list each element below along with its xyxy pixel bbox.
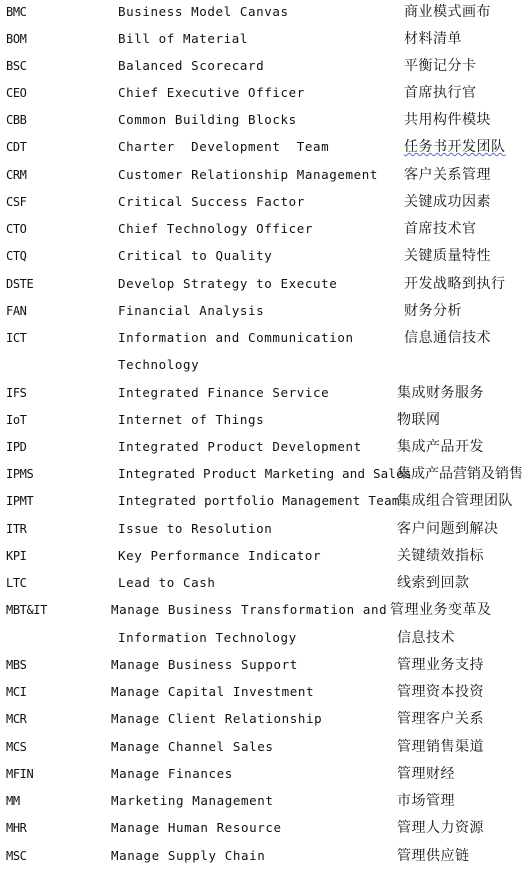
table-row xyxy=(0,163,530,190)
chinese-term: 关键成功因素 xyxy=(404,194,491,210)
english-term: Integrated portfolio Management Team xyxy=(118,493,400,508)
table-row xyxy=(0,81,530,108)
english-term: Critical Success Factor xyxy=(118,194,305,209)
chinese-term: 管理资本投资 xyxy=(397,684,484,700)
chinese-term: 财务分析 xyxy=(404,303,462,319)
abbreviation: ITR xyxy=(6,522,27,536)
table-row xyxy=(0,789,530,816)
table-row xyxy=(0,462,530,489)
chinese-term: 管理财经 xyxy=(397,766,455,782)
abbreviation: KPI xyxy=(6,549,27,563)
abbreviation: CTQ xyxy=(6,249,27,263)
abbreviation: LTC xyxy=(6,576,27,590)
abbreviation: CRM xyxy=(6,168,27,182)
table-row xyxy=(0,598,530,652)
abbreviation: MFIN xyxy=(6,767,34,781)
table-row xyxy=(0,108,530,135)
table-row xyxy=(0,272,530,299)
abbreviation: CTO xyxy=(6,222,27,236)
abbreviation: BSC xyxy=(6,59,27,73)
table-row xyxy=(0,54,530,81)
chinese-term: 管理业务支持 xyxy=(397,657,484,673)
abbreviation: CSF xyxy=(6,195,27,209)
english-term: Integrated Finance Service xyxy=(118,385,330,400)
english-term: Balanced Scorecard xyxy=(118,58,265,73)
english-term: Lead to Cash xyxy=(118,575,216,590)
table-row xyxy=(0,517,530,544)
english-term: Manage Business Support xyxy=(111,657,298,672)
chinese-term: 市场管理 xyxy=(397,793,455,809)
english-term: Information and Communication xyxy=(118,330,354,345)
chinese-term: 客户问题到解决 xyxy=(397,521,499,537)
english-term: Issue to Resolution xyxy=(118,521,273,536)
chinese-term: 管理业务变革及 xyxy=(390,602,492,618)
abbreviation: FAN xyxy=(6,304,27,318)
chinese-term: 首席技术官 xyxy=(404,221,477,237)
table-row xyxy=(0,571,530,598)
chinese-term: 材料清单 xyxy=(404,31,462,47)
chinese-term: 管理供应链 xyxy=(397,848,470,864)
chinese-term: 线索到回款 xyxy=(397,575,470,591)
table-row xyxy=(0,735,530,762)
english-term-continued: Technology xyxy=(118,357,200,372)
table-row xyxy=(0,244,530,271)
abbreviation: IoT xyxy=(6,413,27,427)
english-term: Manage Finances xyxy=(111,766,233,781)
chinese-term: 管理销售渠道 xyxy=(397,739,484,755)
english-term: Business Model Canvas xyxy=(118,4,289,19)
chinese-term: 集成产品营销及销售 xyxy=(397,466,523,482)
abbreviation: DSTE xyxy=(6,277,34,291)
abbreviation: MCI xyxy=(6,685,27,699)
chinese-term: 管理客户关系 xyxy=(397,711,484,727)
english-term: Integrated Product Development xyxy=(118,439,362,454)
english-term: Manage Human Resource xyxy=(111,820,282,835)
table-row xyxy=(0,707,530,734)
abbreviation: CBB xyxy=(6,113,27,127)
table-row xyxy=(0,27,530,54)
abbreviation: MBT&IT xyxy=(6,603,47,617)
abbreviation: IPD xyxy=(6,440,27,454)
table-row xyxy=(0,435,530,462)
table-row xyxy=(0,544,530,571)
chinese-term: 关键质量特性 xyxy=(404,248,491,264)
chinese-term: 信息通信技术 xyxy=(404,330,491,346)
english-term: Customer Relationship Management xyxy=(118,167,379,182)
chinese-term: 首席执行官 xyxy=(404,85,477,101)
table-row xyxy=(0,408,530,435)
chinese-term: 集成产品开发 xyxy=(397,439,484,455)
chinese-term: 平衡记分卡 xyxy=(404,58,477,74)
chinese-term: 集成组合管理团队 xyxy=(397,493,513,509)
table-row xyxy=(0,489,530,516)
english-term: Chief Executive Officer xyxy=(118,85,305,100)
abbreviation: MHR xyxy=(6,821,27,835)
table-row xyxy=(0,217,530,244)
english-term: Common Building Blocks xyxy=(118,112,297,127)
english-term: Internet of Things xyxy=(118,412,265,427)
english-term: Marketing Management xyxy=(111,793,274,808)
english-term: Charter Development Team xyxy=(118,139,330,154)
table-row xyxy=(0,381,530,408)
english-term: Manage Client Relationship xyxy=(111,711,323,726)
english-term: Critical to Quality xyxy=(118,248,273,263)
abbreviation: MCR xyxy=(6,712,27,726)
english-term: Manage Capital Investment xyxy=(111,684,315,699)
abbreviation: IPMT xyxy=(6,494,34,508)
chinese-term: 商业模式画布 xyxy=(404,4,491,20)
table-row xyxy=(0,816,530,843)
table-row xyxy=(0,680,530,707)
abbreviation: IFS xyxy=(6,386,27,400)
english-term: Integrated Product Marketing and Sales xyxy=(118,466,412,481)
table-row xyxy=(0,653,530,680)
english-term: Key Performance Indicator xyxy=(118,548,322,563)
abbreviation: IPMS xyxy=(6,467,34,481)
table-row xyxy=(0,326,530,380)
chinese-term: 物联网 xyxy=(397,412,441,428)
english-term-continued: Information Technology xyxy=(118,630,297,645)
table-row xyxy=(0,135,530,162)
english-term: Manage Supply Chain xyxy=(111,848,266,863)
abbreviation: CEO xyxy=(6,86,27,100)
abbreviation: ICT xyxy=(6,331,27,345)
table-row xyxy=(0,844,530,871)
english-term: Chief Technology Officer xyxy=(118,221,314,236)
table-row xyxy=(0,0,530,27)
chinese-term-continued: 信息技术 xyxy=(397,630,455,646)
chinese-term: 集成财务服务 xyxy=(397,385,484,401)
chinese-term: 任务书开发团队 xyxy=(404,139,506,155)
abbreviation: CDT xyxy=(6,140,27,154)
english-term: Develop Strategy to Execute xyxy=(118,276,338,291)
english-term: Manage Business Transformation and xyxy=(111,602,388,617)
table-row xyxy=(0,299,530,326)
abbreviation: MBS xyxy=(6,658,27,672)
abbreviation: MM xyxy=(6,794,20,808)
table-row xyxy=(0,190,530,217)
abbreviation: MCS xyxy=(6,740,27,754)
abbreviation: BOM xyxy=(6,32,27,46)
chinese-term: 客户关系管理 xyxy=(404,167,491,183)
table-row xyxy=(0,762,530,789)
chinese-term: 开发战略到执行 xyxy=(404,276,506,292)
chinese-term: 共用构件模块 xyxy=(404,112,491,128)
abbreviation: BMC xyxy=(6,5,27,19)
english-term: Bill of Material xyxy=(118,31,249,46)
chinese-term: 管理人力资源 xyxy=(397,820,484,836)
english-term: Financial Analysis xyxy=(118,303,265,318)
chinese-term: 关键绩效指标 xyxy=(397,548,484,564)
abbreviation: MSC xyxy=(6,849,27,863)
english-term: Manage Channel Sales xyxy=(111,739,274,754)
